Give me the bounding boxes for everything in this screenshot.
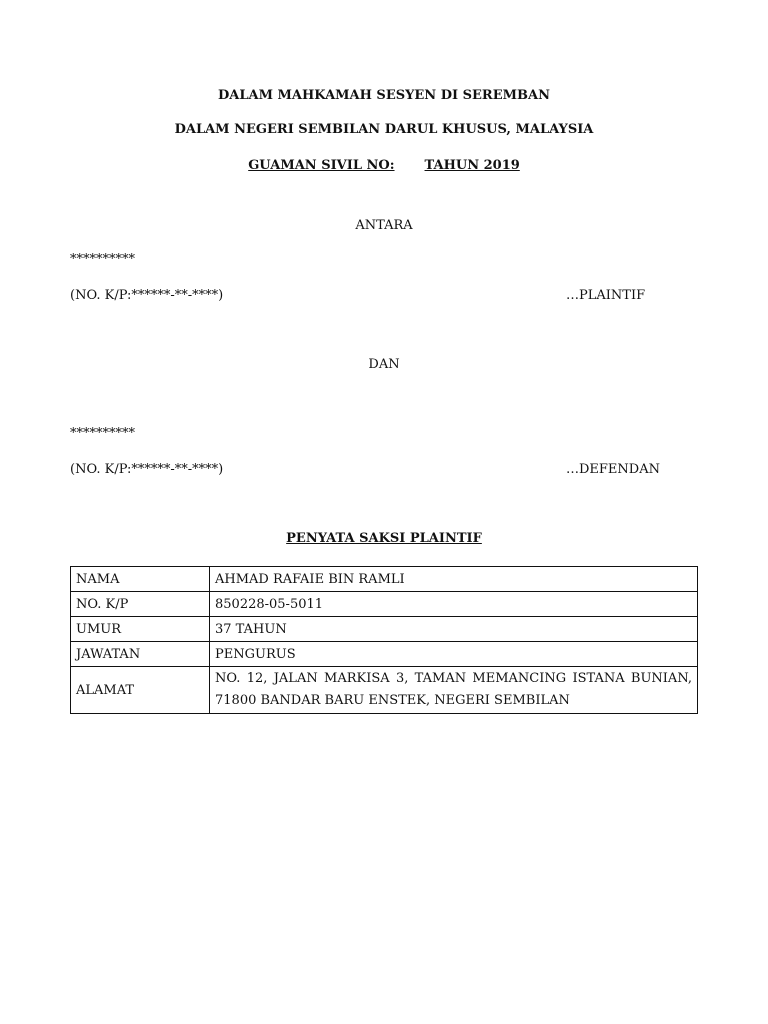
- witness-details-table: [70, 566, 698, 714]
- row-label-ic: NO. K/P: [71, 592, 210, 617]
- case-year: TAHUN 2019: [424, 158, 520, 173]
- row-value-position: PENGURUS: [210, 642, 698, 667]
- row-value-ic: 850228-05-5011: [210, 592, 698, 617]
- defendant-name: **********: [70, 426, 135, 441]
- between-label: ANTARA: [355, 218, 413, 233]
- row-label-position: JAWATAN: [71, 642, 210, 667]
- court-title: DALAM MAHKAMAH SESYEN DI SEREMBAN: [218, 88, 550, 103]
- table-row: [71, 617, 698, 642]
- table-row: [71, 642, 698, 667]
- case-label: GUAMAN SIVIL NO:: [248, 158, 395, 173]
- case-number-line: [0, 158, 768, 173]
- table-row: [71, 667, 698, 714]
- row-label-address: ALAMAT: [71, 667, 210, 714]
- statement-title: PENYATA SAKSI PLAINTIF: [286, 531, 482, 546]
- state-title: DALAM NEGERI SEMBILAN DARUL KHUSUS, MALAYSIA: [174, 122, 594, 137]
- row-value-name: AHMAD RAFAIE BIN RAMLI: [210, 567, 698, 592]
- defendant-ic: (NO. K/P:******-**-****): [70, 462, 224, 477]
- and-label: DAN: [368, 357, 400, 372]
- table-row: [71, 592, 698, 617]
- row-label-age: UMUR: [71, 617, 210, 642]
- row-value-age: 37 TAHUN: [210, 617, 698, 642]
- defendant-role: …DEFENDAN: [566, 462, 660, 477]
- row-value-address: NO. 12, JALAN MARKISA 3, TAMAN MEMANCING ISTANA BUNIAN, 71800 BANDAR BARU ENSTEK, NEGERI SEMBILAN: [210, 667, 698, 714]
- plaintiff-role: …PLAINTIF: [566, 288, 646, 303]
- plaintiff-ic: (NO. K/P:******-**-****): [70, 288, 224, 303]
- row-label-name: NAMA: [71, 567, 210, 592]
- plaintiff-name: **********: [70, 252, 135, 267]
- table-row: [71, 567, 698, 592]
